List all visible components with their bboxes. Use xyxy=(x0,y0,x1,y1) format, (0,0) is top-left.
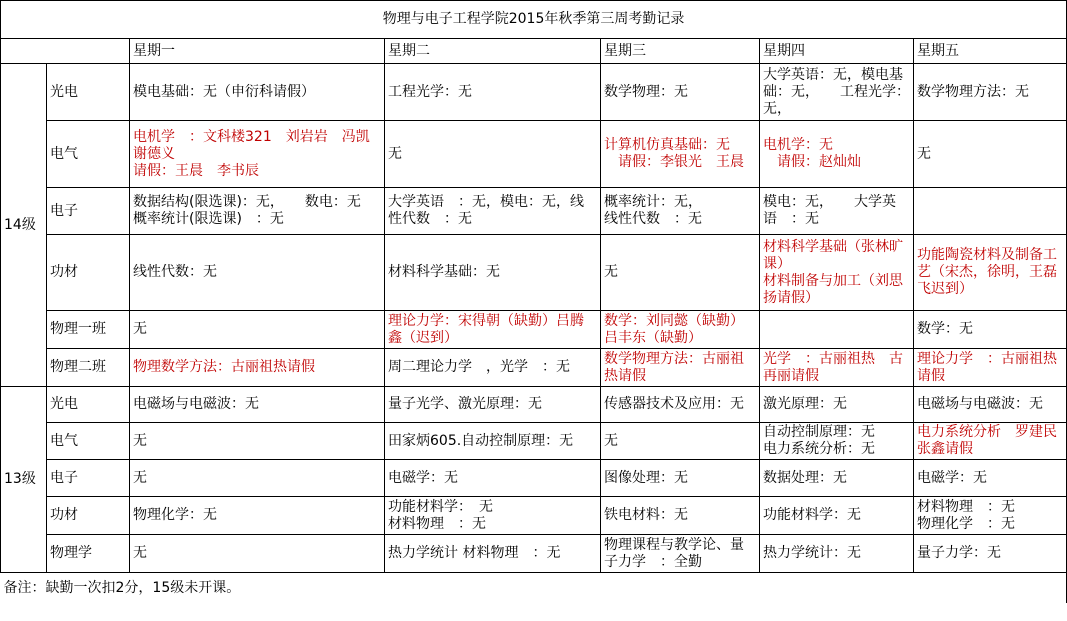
attendance-cell: 图像处理：无 xyxy=(601,460,760,497)
class-row xyxy=(1,423,1067,460)
attendance-cell: 热力学统计 材料物理 ：无 xyxy=(385,535,601,573)
attendance-cell: 电机学 ：文科楼321 刘岩岩 冯凯 谢德义 请假：王晨 李书辰 xyxy=(130,121,385,188)
day-header: 星期三 xyxy=(601,39,760,64)
attendance-cell: 工程光学：无 xyxy=(385,64,601,121)
attendance-cell: 功能材料学：无 xyxy=(760,497,914,535)
attendance-cell: 理论力学：宋得朝（缺勤）吕腾鑫（迟到） xyxy=(385,311,601,349)
attendance-cell: 材料科学基础：无 xyxy=(385,235,601,311)
attendance-cell: 功能材料学： 无 材料物理 ：无 xyxy=(385,497,601,535)
attendance-cell xyxy=(760,311,914,349)
attendance-cell: 物理数学方法：古丽祖热请假 xyxy=(130,349,385,387)
corner-cell xyxy=(1,39,130,64)
attendance-cell: 周二理论力学 ，光学 ：无 xyxy=(385,349,601,387)
attendance-cell xyxy=(914,188,1067,235)
day-header: 星期二 xyxy=(385,39,601,64)
attendance-cell: 无 xyxy=(601,235,760,311)
note-row xyxy=(1,573,1067,604)
day-header: 星期一 xyxy=(130,39,385,64)
attendance-cell: 无 xyxy=(601,423,760,460)
attendance-cell: 物理化学：无 xyxy=(130,497,385,535)
attendance-cell: 无 xyxy=(130,311,385,349)
attendance-cell: 无 xyxy=(130,460,385,497)
attendance-cell: 材料物理 ：无 物理化学 ：无 xyxy=(914,497,1067,535)
attendance-cell: 量子力学：无 xyxy=(914,535,1067,573)
attendance-cell: 功能陶瓷材料及制备工艺（宋杰，徐明，王磊飞迟到） xyxy=(914,235,1067,311)
class-row xyxy=(1,121,1067,188)
attendance-cell: 无 xyxy=(914,121,1067,188)
attendance-cell: 热力学统计：无 xyxy=(760,535,914,573)
sheet-title: 物理与电子工程学院2015年秋季第三周考勤记录 xyxy=(1,1,1067,39)
grade-label: 13级 xyxy=(1,387,47,573)
attendance-cell: 激光原理：无 xyxy=(760,387,914,423)
attendance-cell: 数学：刘同懿（缺勤）吕丰东（缺勤） xyxy=(601,311,760,349)
attendance-cell: 数学物理方法：古丽祖热请假 xyxy=(601,349,760,387)
class-row xyxy=(1,387,1067,423)
attendance-cell: 电力系统分析 罗建民 张鑫请假 xyxy=(914,423,1067,460)
attendance-cell: 无 xyxy=(130,423,385,460)
class-row xyxy=(1,188,1067,235)
class-label: 电子 xyxy=(47,460,130,497)
attendance-cell: 电磁学：无 xyxy=(385,460,601,497)
attendance-cell: 电磁学：无 xyxy=(914,460,1067,497)
class-row xyxy=(1,64,1067,121)
attendance-cell: 大学英语 ：无，模电：无，线性代数 ：无 xyxy=(385,188,601,235)
day-header: 星期五 xyxy=(914,39,1067,64)
class-row xyxy=(1,535,1067,573)
attendance-cell: 无 xyxy=(130,535,385,573)
note-edge-cell xyxy=(914,573,1067,604)
attendance-cell: 光学 ：古丽祖热 古再丽请假 xyxy=(760,349,914,387)
class-label: 功材 xyxy=(47,235,130,311)
attendance-cell: 电机学：无 请假：赵灿灿 xyxy=(760,121,914,188)
attendance-cell: 概率统计：无， 线性代数 ：无 xyxy=(601,188,760,235)
class-label: 光电 xyxy=(47,387,130,423)
class-label: 电气 xyxy=(47,423,130,460)
attendance-cell: 传感器技术及应用：无 xyxy=(601,387,760,423)
class-row xyxy=(1,349,1067,387)
class-label: 物理学 xyxy=(47,535,130,573)
attendance-cell: 数学物理方法：无 xyxy=(914,64,1067,121)
attendance-cell: 大学英语：无，模电基础：无， 工程光学：无， xyxy=(760,64,914,121)
attendance-cell: 模电基础：无（申衍科请假） xyxy=(130,64,385,121)
footnote: 备注：缺勤一次扣2分，15级未开课。 xyxy=(3,579,241,596)
attendance-cell: 自动控制原理：无 电力系统分析：无 xyxy=(760,423,914,460)
day-header: 星期四 xyxy=(760,39,914,64)
attendance-cell: 电磁场与电磁波：无 xyxy=(914,387,1067,423)
attendance-cell: 电磁场与电磁波：无 xyxy=(130,387,385,423)
attendance-cell: 无 xyxy=(385,121,601,188)
class-label: 光电 xyxy=(47,64,130,121)
attendance-cell: 铁电材料：无 xyxy=(601,497,760,535)
class-row xyxy=(1,460,1067,497)
class-row xyxy=(1,311,1067,349)
attendance-cell: 田家炳605.自动控制原理：无 xyxy=(385,423,601,460)
attendance-cell: 材料科学基础（张林旷课） 材料制备与加工（刘思扬请假） xyxy=(760,235,914,311)
attendance-cell: 线性代数：无 xyxy=(130,235,385,311)
class-label: 物理一班 xyxy=(47,311,130,349)
attendance-cell: 数据结构(限选课)：无， 数电：无 概率统计(限选课) ：无 xyxy=(130,188,385,235)
class-label: 物理二班 xyxy=(47,349,130,387)
class-label: 电子 xyxy=(47,188,130,235)
class-row xyxy=(1,235,1067,311)
day-header-row xyxy=(1,39,1067,64)
attendance-cell: 模电：无， 大学英语 ：无 xyxy=(760,188,914,235)
attendance-cell: 数学：无 xyxy=(914,311,1067,349)
attendance-cell: 物理课程与教学论、量子力学 ：全勤 xyxy=(601,535,760,573)
attendance-cell: 计算机仿真基础：无 请假：李银光 王晨 xyxy=(601,121,760,188)
grade-label: 14级 xyxy=(1,64,47,387)
attendance-cell: 量子光学、激光原理：无 xyxy=(385,387,601,423)
class-row xyxy=(1,497,1067,535)
class-label: 功材 xyxy=(47,497,130,535)
attendance-cell: 数学物理：无 xyxy=(601,64,760,121)
class-label: 电气 xyxy=(47,121,130,188)
attendance-cell: 理论力学 ：古丽祖热请假 xyxy=(914,349,1067,387)
attendance-cell: 数据处理：无 xyxy=(760,460,914,497)
